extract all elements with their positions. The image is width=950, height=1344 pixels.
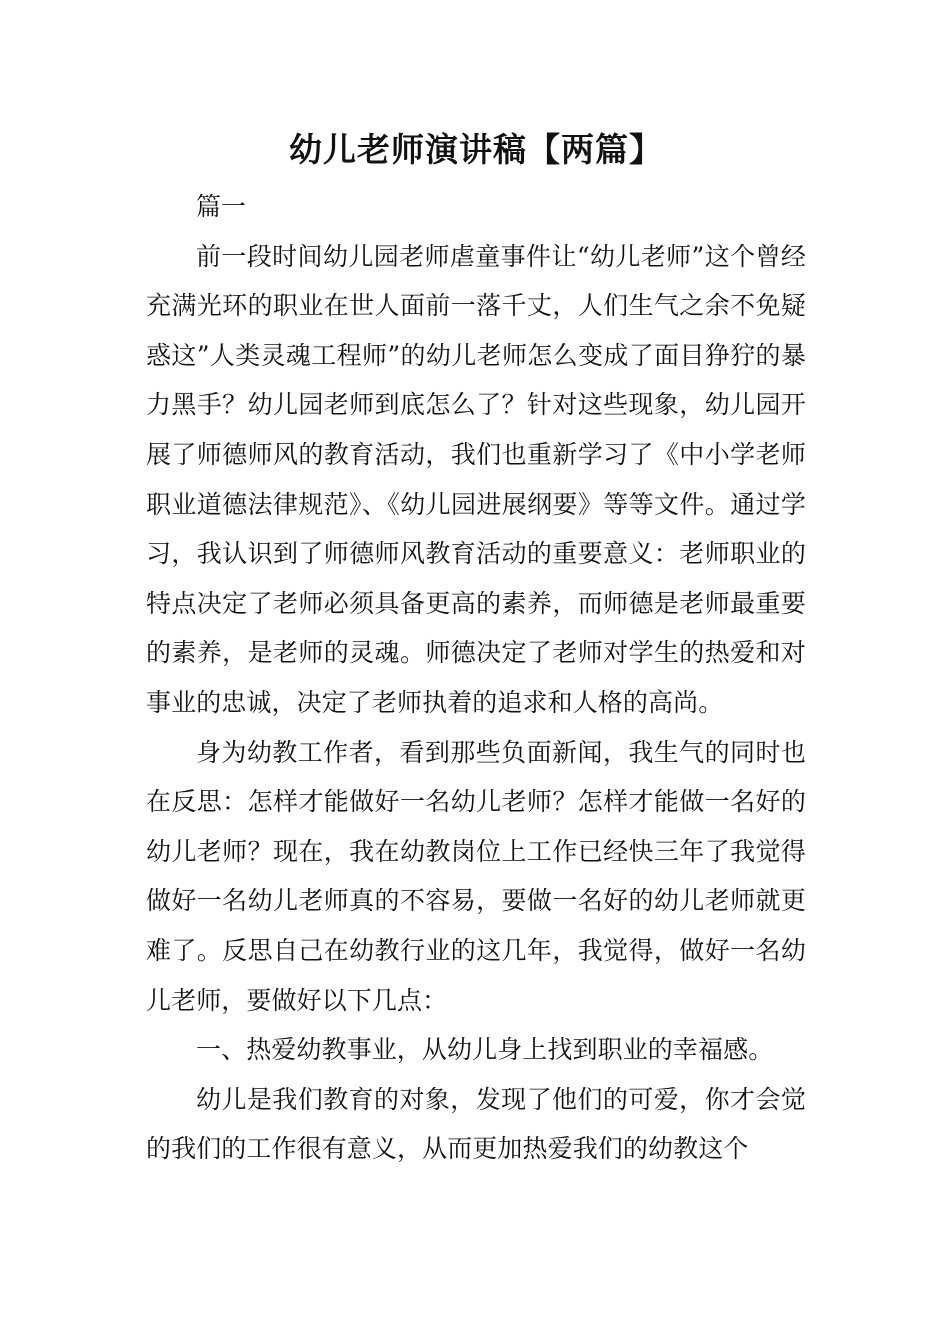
section-label: 篇一: [196, 192, 247, 221]
document-page: [146, 118, 806, 1174]
paragraph-4: 幼儿是我们教育的对象，发现了他们的可爱，你才会觉的我们的工作很有意义，从而更加热爱我们的幼教这个: [146, 1084, 806, 1164]
paragraph-1: 前一段时间幼儿园老师虐童事件让“幼儿老师”这个曾经充满光环的职业在世人面前一落千丈，人们生气之余不免疑惑这”人类灵魂工程师”的幼儿老师怎么变成了面目狰狞的暴力黑手？幼儿园老师到底怎么了？针对这些现象，幼儿园开展了师德师风的教育活动，我们也重新学习了《中小学老师职业道德法律规范》、《幼儿园进展纲要》等等文件。通过学习，我认识到了师德师风教育活动的重要意义：老师职业的特点决定了老师必须具备更高的素养，而师德是老师最重要的素养，是老师的灵魂。师德决定了老师对学生的热爱和对事业的忠诚，决定了老师执着的追求和人格的高尚。: [146, 241, 806, 717]
paragraph-3: 一、热爱幼教事业，从幼儿身上找到职业的幸福感。: [196, 1035, 774, 1065]
paragraph-2: 身为幼教工作者，看到那些负面新闻，我生气的同时也在反思：怎样才能做好一名幼儿老师？怎样才能做一名好的幼儿老师？现在，我在幼教岗位上工作已经快三年了我觉得做好一名幼儿老师真的不容易，要做一名好的幼儿老师就更难了。反思自己在幼教行业的这几年，我觉得，做好一名幼儿老师，要做好以下几点：: [146, 737, 806, 1015]
document-title: 幼儿老师演讲稿【两篇】: [289, 130, 663, 169]
